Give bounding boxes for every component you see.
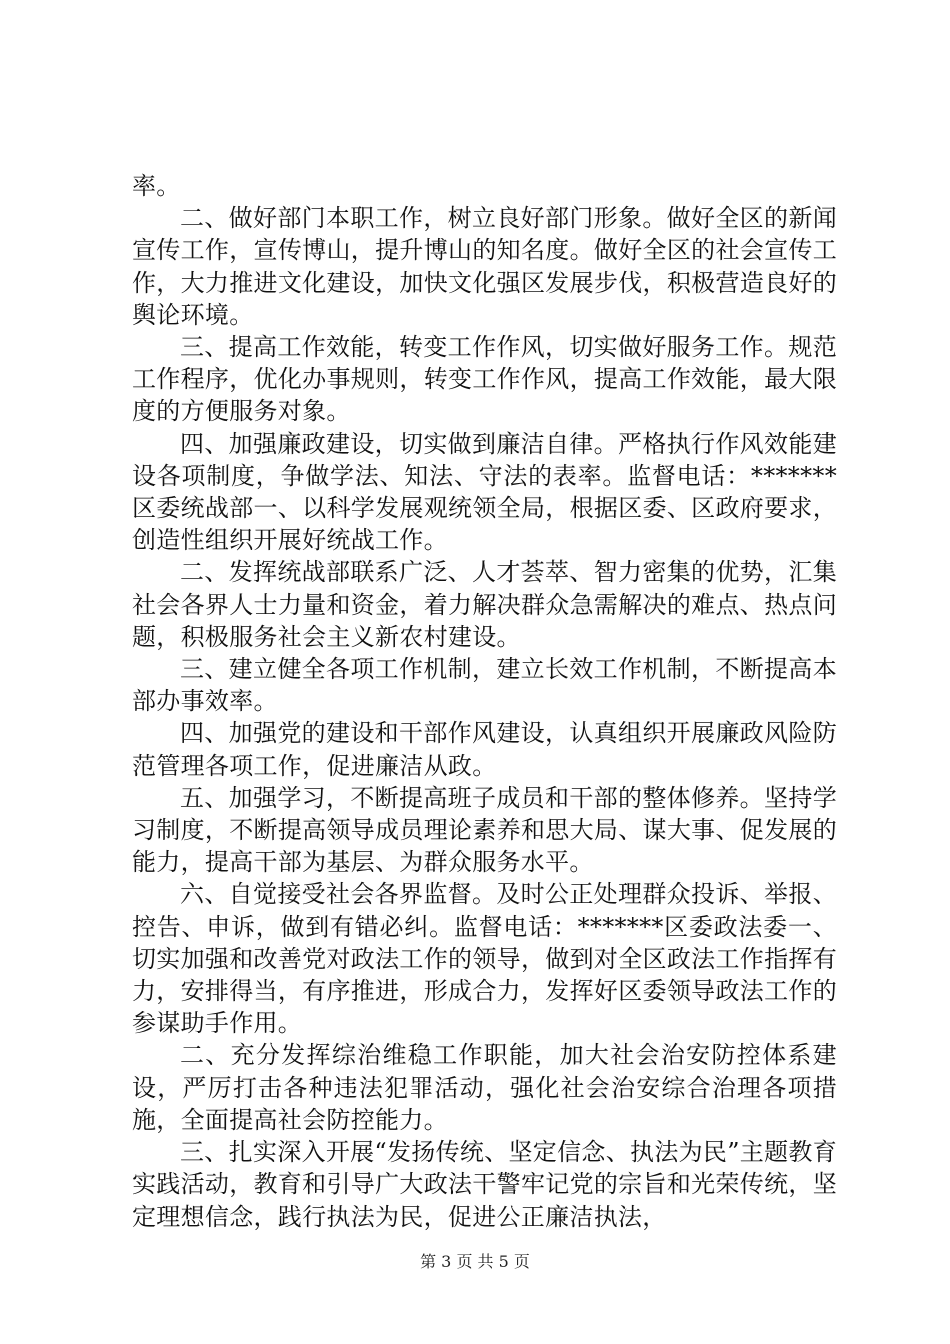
paragraph: 三、扎实深入开展“发扬传统、坚定信念、执法为民”主题教育实践活动，教育和引导广大政法干警牢记党的宗旨和光荣传统，坚定理想信念，践行执法为民，促进公正廉洁执法，	[132, 1138, 837, 1231]
paragraph: 二、做好部门本职工作，树立良好部门形象。做好全区的新闻宣传工作，宣传博山，提升博山的知名度。做好全区的社会宣传工作，大力推进文化建设，加快文化强区发展步伐，积极营造良好的舆论环境。	[132, 204, 837, 329]
paragraph-continuation: 率。	[132, 172, 181, 200]
paragraph: 二、充分发挥综治维稳工作职能，加大社会治安防控体系建设，严厉打击各种违法犯罪活动，强化社会治安综合治理各项措施，全面提高社会防控能力。	[132, 1041, 837, 1134]
document-body	[132, 170, 837, 1233]
paragraph: 五、加强学习，不断提高班子成员和干部的整体修养。坚持学习制度，不断提高领导成员理论素养和思大局、谋大事、促发展的能力，提高干部为基层、为群众服务水平。	[132, 783, 837, 877]
paragraph: 四、加强廉政建设，切实做到廉洁自律。严格执行作风效能建设各项制度，争做学法、知法、守法的表率。监督电话：*******区委统战部一、以科学发展观统领全局，根据区委、区政府要求，创造性组织开展好统战工作。	[132, 429, 837, 555]
paragraph: 三、提高工作效能，转变工作作风，切实做好服务工作。规范工作程序，优化办事规则，转变工作作风，提高工作效能，最大限度的方便服务对象。	[132, 333, 837, 426]
paragraph: 四、加强党的建设和干部作风建设，认真组织开展廉政风险防范管理各项工作，促进廉洁从政。	[132, 719, 837, 780]
paragraph: 六、自觉接受社会各界监督。及时公正处理群众投诉、举报、控告、申诉，做到有错必纠。监督电话：*******区委政法委一、切实加强和改善党对政法工作的领导，做到对全区政法工作指挥有力，安排得当，有序推进，形成合力，发挥好区委领导政法工作的参谋助手作用。	[132, 880, 837, 1038]
paragraph: 二、发挥统战部联系广泛、人才荟萃、智力密集的优势，汇集社会各界人士力量和资金，着力解决群众急需解决的难点、热点问题，积极服务社会主义新农村建设。	[132, 558, 837, 651]
paragraph: 三、建立健全各项工作机制，建立长效工作机制，不断提高本部办事效率。	[132, 655, 837, 716]
page-number-footer: 第 3 页 共 5 页	[420, 1252, 530, 1271]
